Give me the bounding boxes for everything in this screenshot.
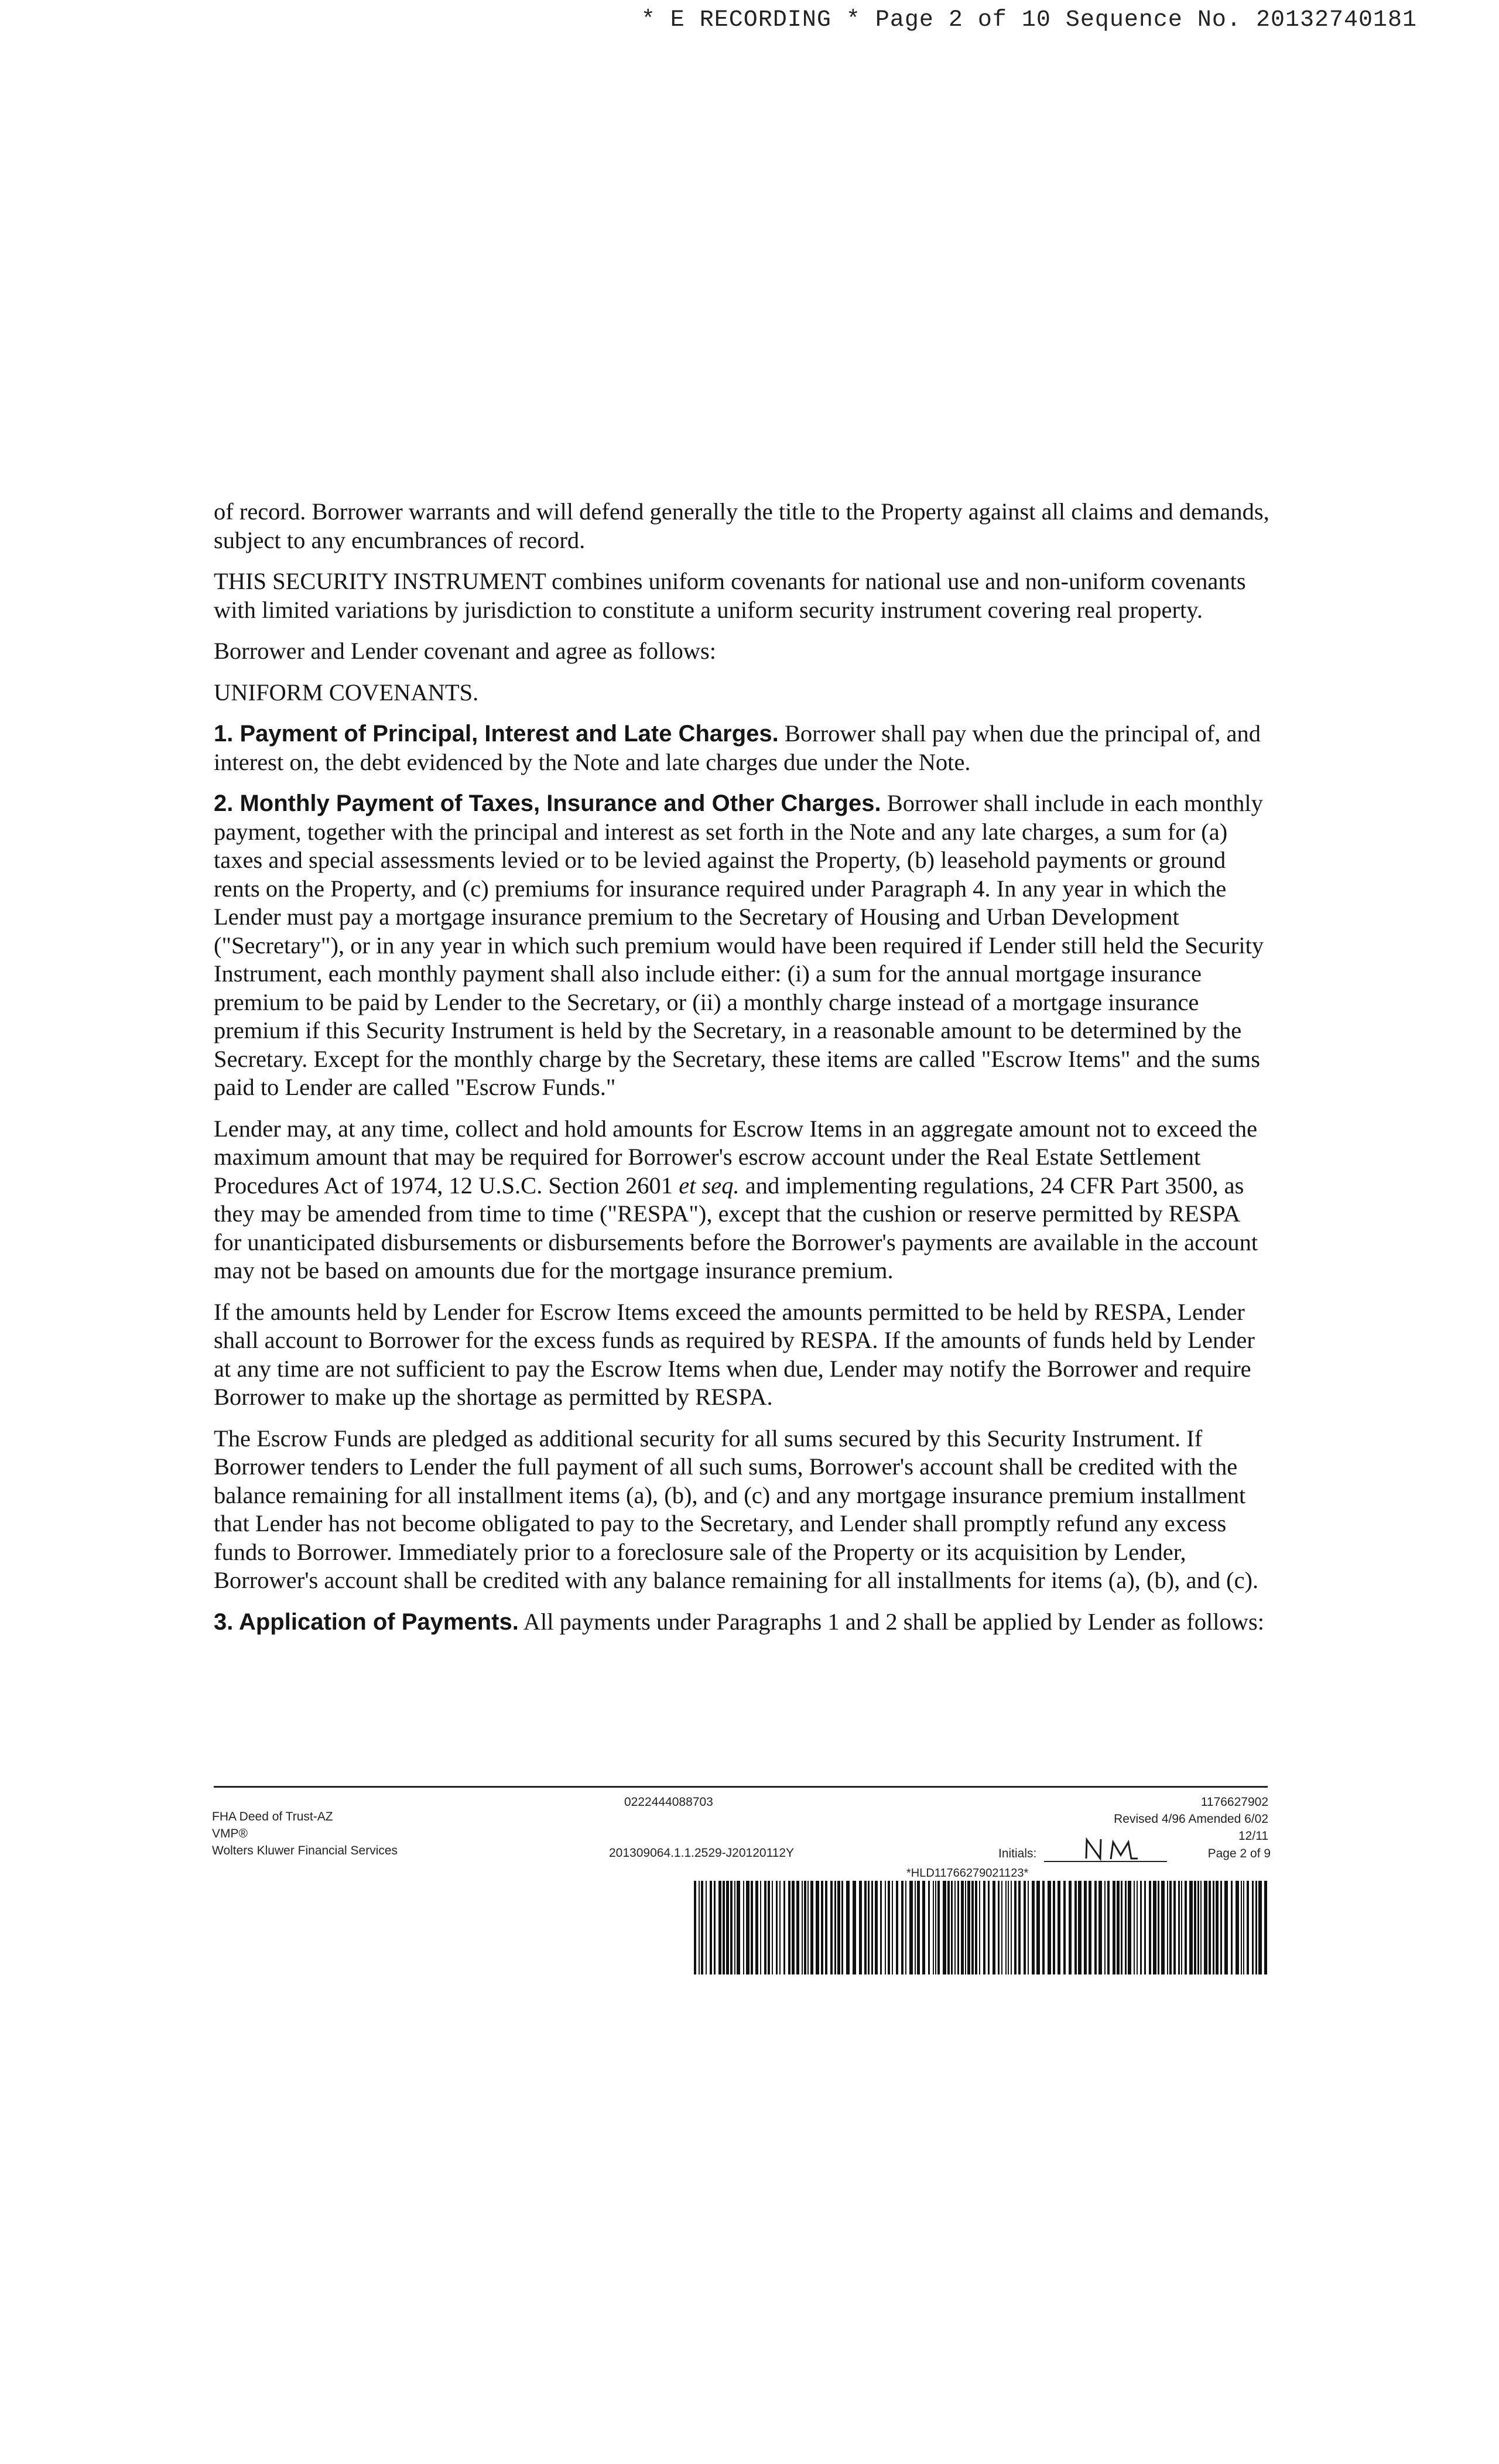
paragraph-escrow-limit bbox=[214, 1115, 1272, 1285]
date-code: 12/11 bbox=[1238, 1829, 1268, 1843]
section-1 bbox=[214, 720, 1272, 776]
paragraph-escrow-pledged: The Escrow Funds are pledged as additional security for all sums secured by this Security Instrument. If Borrower tenders to Lender the full payment of all such sums, Borrower's account shall be credited with the balance remaining for all installment items (a), (b), and (c) and any mortgage insurance premium installment that Lender has not become obligated to pay to the Secretary, and Lender shall promptly refund any excess funds to Borrower. Immediately prior to a foreclosure sale of the Property or its acquisition by Lender, Borrower's account shall be credited with any balance remaining for all installments for items (a), (b), and (c). bbox=[214, 1425, 1259, 1593]
section-1-text: Borrower shall pay when due the principal of, and interest on, the debt evidenced by the Note and late charges due under the Note. bbox=[214, 720, 1261, 775]
paragraph-record-warranty: of record. Borrower warrants and will defend generally the title to the Property against all claims and demands, subject to any encumbrances of record. bbox=[214, 498, 1269, 553]
section-3-heading: 3. Application of Payments. bbox=[214, 1609, 519, 1635]
loan-number: 0222444088703 bbox=[624, 1795, 713, 1809]
section-2 bbox=[214, 789, 1272, 1102]
footer-rule bbox=[214, 1786, 1268, 1788]
document-sequence: 201309064.1.1.2529-J20120112Y bbox=[609, 1846, 795, 1860]
vmp-mark: VMP® bbox=[212, 1827, 248, 1840]
revised-date: Revised 4/96 Amended 6/02 bbox=[1114, 1812, 1268, 1826]
page-of-label: Page 2 of 9 bbox=[1207, 1847, 1271, 1860]
reference-number: 1176627902 bbox=[1200, 1795, 1268, 1809]
section-3-text: All payments under Paragraphs 1 and 2 shall be applied by Lender as follows: bbox=[518, 1608, 1265, 1635]
initials-line bbox=[1044, 1861, 1167, 1862]
barcode-text: *HLD11766279021123* bbox=[906, 1867, 1029, 1880]
initials-label: Initials: bbox=[998, 1847, 1037, 1860]
paragraph-escrow-excess: If the amounts held by Lender for Escrow Items exceed the amounts permitted to be held by RESPA, Lender shall account to Borrower for the excess funds as required by RESPA. If the amounts of funds held by Lender at any time are not sufficient to pay the Escrow Items when due, Lender may notify the Borrower and require Borrower to make up the shortage as permitted by RESPA. bbox=[214, 1298, 1255, 1410]
paragraph-security-instrument: THIS SECURITY INSTRUMENT combines uniform covenants for national use and non-uniform covenants with limited variations by jurisdiction to constitute a uniform security instrument covering real property. bbox=[214, 568, 1246, 623]
section-2-heading: 2. Monthly Payment of Taxes, Insurance and Other Charges. bbox=[214, 790, 881, 816]
footer-left bbox=[212, 1808, 563, 1859]
section-2-text: Borrower shall include in each monthly payment, together with the principal and interest as set forth in the Note and any late charges, a sum for (a) taxes and special assessments levied or to be levied against the Property, (b) leasehold payments or ground rents on the Property, and (c) premiums for insurance required under Paragraph 4. In any year in which the Lender must pay a mortgage insurance premium to the Secretary of Housing and Urban Development ("Secretary"), or in any year in which such premium would have been required if Lender still held the Security Instrument, each monthly payment shall also include either: (i) a sum for the annual mortgage insurance premium to be paid by Lender to the Secretary, or (ii) a monthly charge instead of a mortgage insurance premium if this Security Instrument is held by the Secretary, in a reasonable amount to be determined by the Secretary. Except for the monthly charge by the Secretary, these items are called "Escrow Items" and the sums paid to Lender are called "Escrow Funds." bbox=[214, 790, 1264, 1100]
initials-signature-icon bbox=[1044, 1835, 1167, 1861]
publisher-name: Wolters Kluwer Financial Services bbox=[212, 1844, 398, 1857]
section-3 bbox=[214, 1608, 1272, 1637]
escrow-limit-text-b: and implementing regulations, 24 CFR Part 3500, as they may be amended from time to time ("RESPA"), except that the cushion or reserve permitted by RESPA for unanticipated disbursements or disbursements before the Borrower's payments are available in the account may not be based on amounts due for the mortgage insurance premium. bbox=[214, 1172, 1258, 1284]
form-name: FHA Deed of Trust-AZ bbox=[212, 1810, 333, 1823]
initials-row bbox=[998, 1843, 1271, 1867]
document-body bbox=[214, 498, 1272, 1649]
paragraph-covenant-agree: Borrower and Lender covenant and agree as follows: bbox=[214, 638, 717, 664]
escrow-limit-et-seq: et seq. bbox=[679, 1172, 740, 1199]
recording-header: * E RECORDING * Page 2 of 10 Sequence No. 20132740181 bbox=[641, 7, 1417, 33]
section-1-heading: 1. Payment of Principal, Interest and Late Charges. bbox=[214, 721, 779, 747]
footer-center bbox=[609, 1794, 867, 1861]
barcode-icon bbox=[694, 1881, 1269, 1974]
escrow-limit-text-a: Lender may, at any time, collect and hold amounts for Escrow Items in an aggregate amount not to exceed the maximum amount that may be required for Borrower's escrow account under the Real Estate Settlement Procedures Act of 1974, 12 U.S.C. Section 2601 bbox=[214, 1115, 1258, 1199]
heading-uniform-covenants: UNIFORM COVENANTS. bbox=[214, 679, 479, 706]
